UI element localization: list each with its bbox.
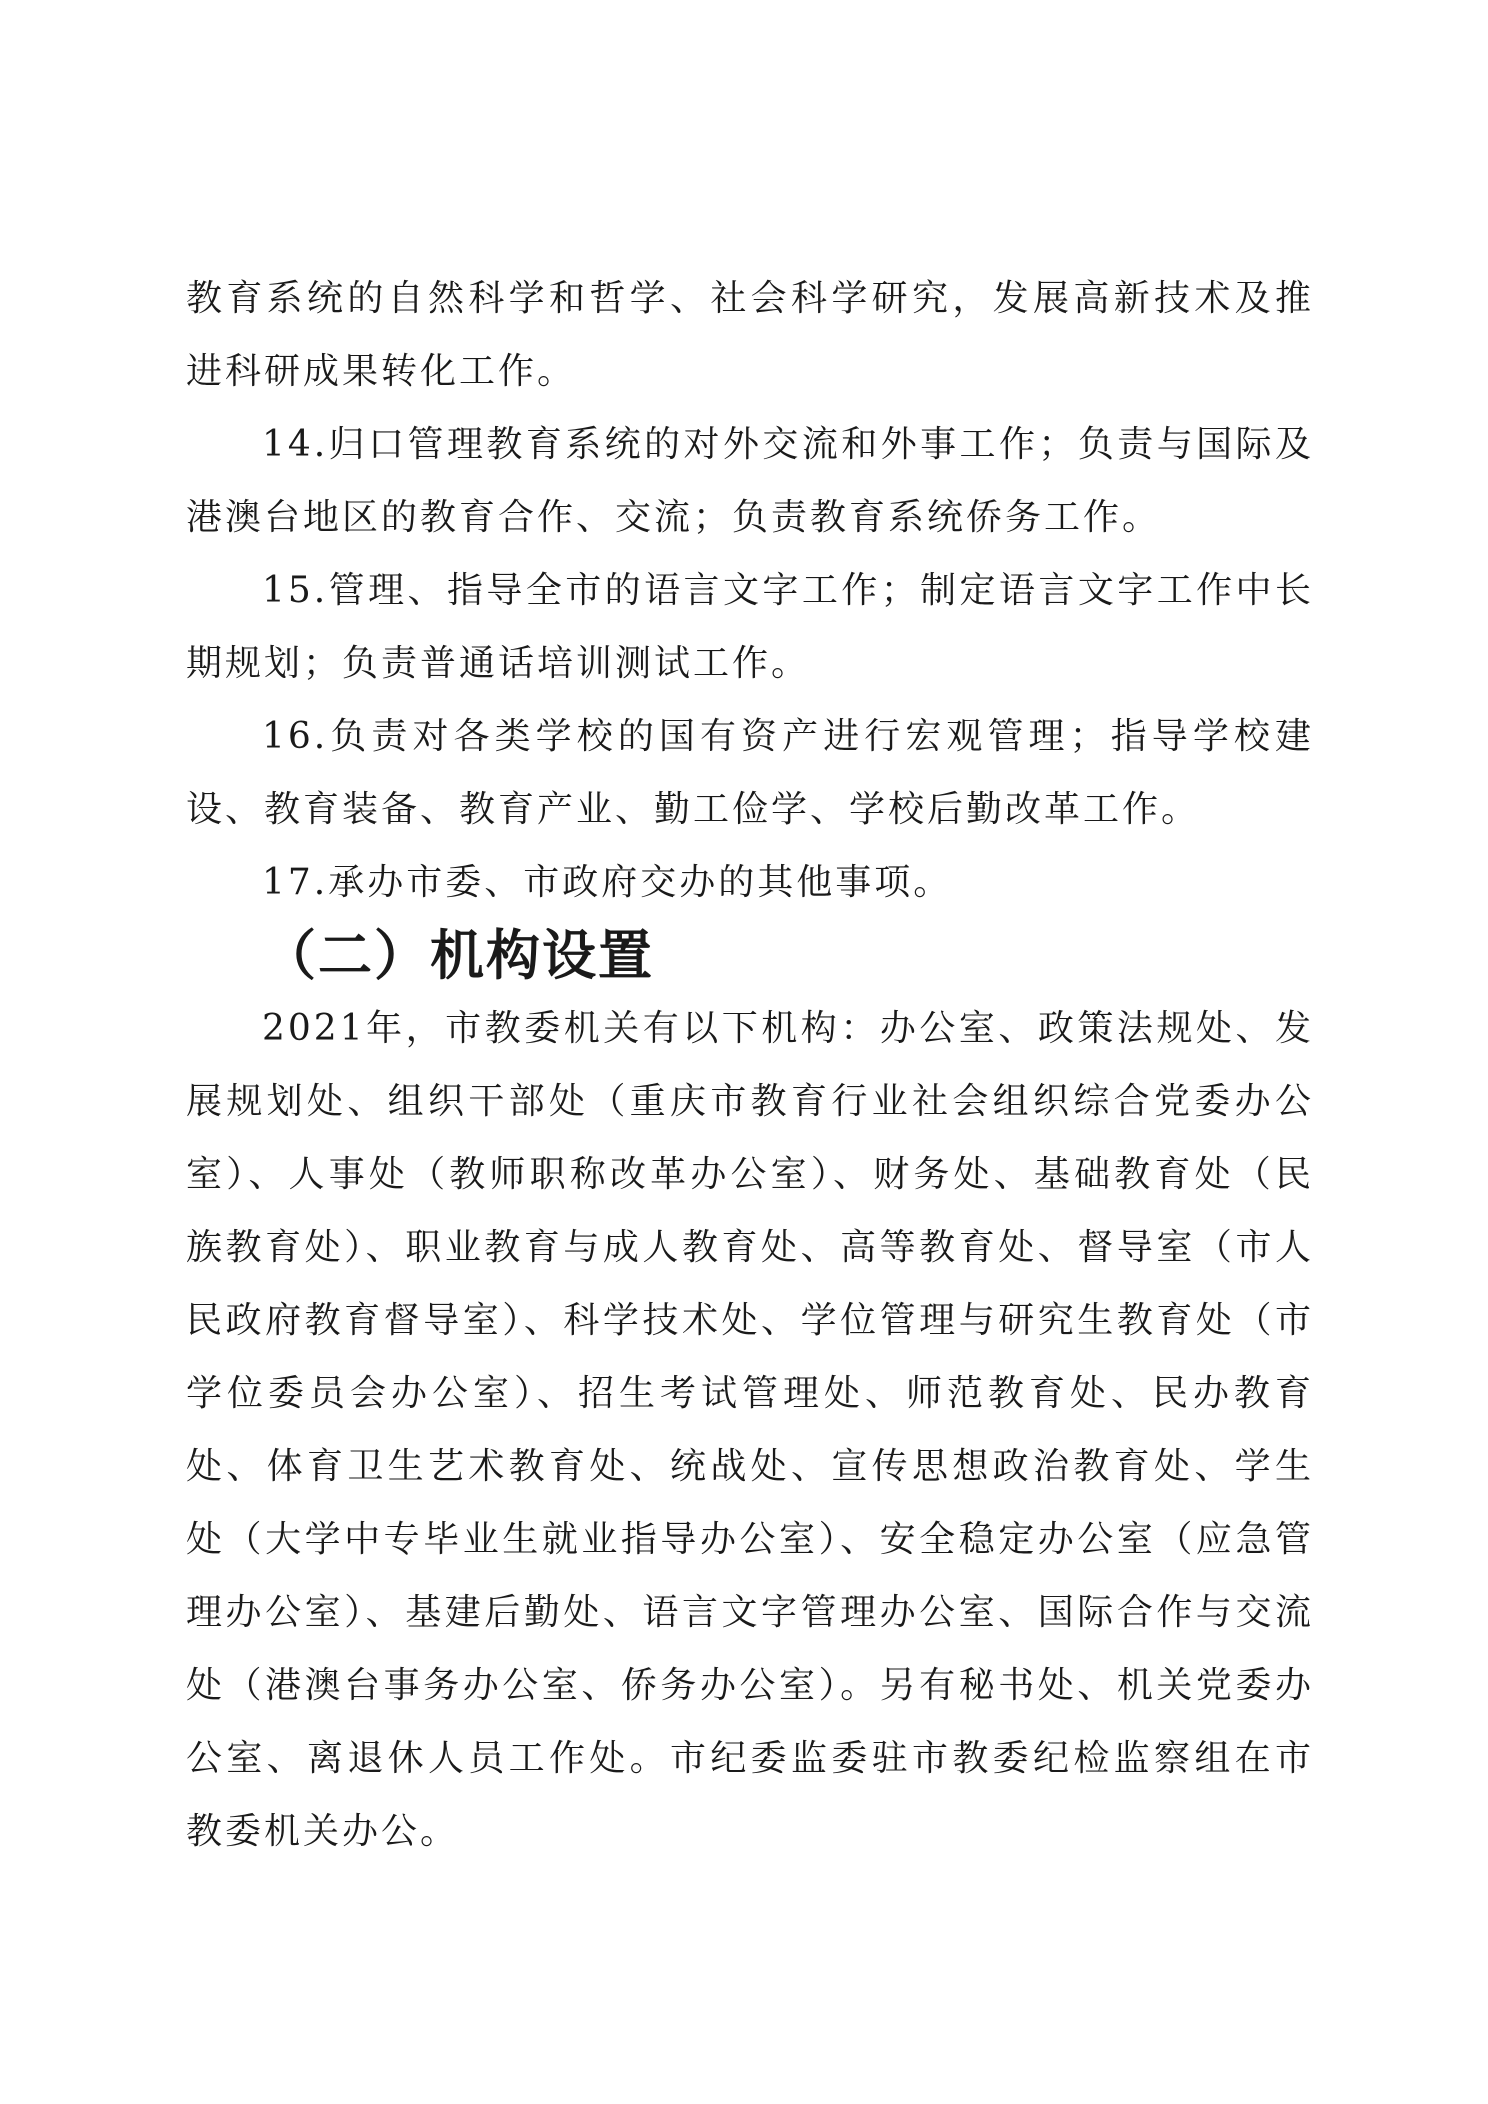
section-heading: （二）机构设置 [262, 924, 654, 987]
paragraph-item-16: 16.负责对各类学校的国有资产进行宏观管理；指导学校建设、教育装备、教育产业、勤工俭学、学校后勤改革工作。 [186, 716, 1314, 830]
paragraph-item-14: 14.归口管理教育系统的对外交流和外事工作；负责与国际及港澳台地区的教育合作、交流；负责教育系统侨务工作。 [186, 424, 1314, 538]
paragraph-item-15: 15.管理、指导全市的语言文字工作；制定语言文字工作中长期规划；负责普通话培训测试工作。 [186, 570, 1314, 684]
section-body-paragraph: 2021年，市教委机关有以下机构：办公室、政策法规处、发展规划处、组织干部处（重庆市教育行业社会组织综合党委办公室）、人事处（教师职称改革办公室）、财务处、基础教育处（民族教育处）、职业教育与成人教育处、高等教育处、督导室（市人民政府教育督导室）、科学技术处、学位管理与研究生教育处（市学位委员会办公室）、招生考试管理处、师范教育处、民办教育处、体育卫生艺术教育处、统战处、宣传思想政治教育处、学生处（大学中专毕业生就业指导办公室）、安全稳定办公室（应急管理办公室）、基建后勤处、语言文字管理办公室、国际合作与交流处（港澳台事务办公室、侨务办公室）。另有秘书处、机关党委办公室、离退休人员工作处。市纪委监委驻市教委纪检监察组在市教委机关办公。 [186, 1008, 1314, 1852]
document-page [186, 262, 1314, 1868]
paragraph-continuation: 教育系统的自然科学和哲学、社会科学研究，发展高新技术及推进科研成果转化工作。 [186, 278, 1314, 392]
paragraph-item-17: 17.承办市委、市政府交办的其他事项。 [262, 862, 953, 903]
